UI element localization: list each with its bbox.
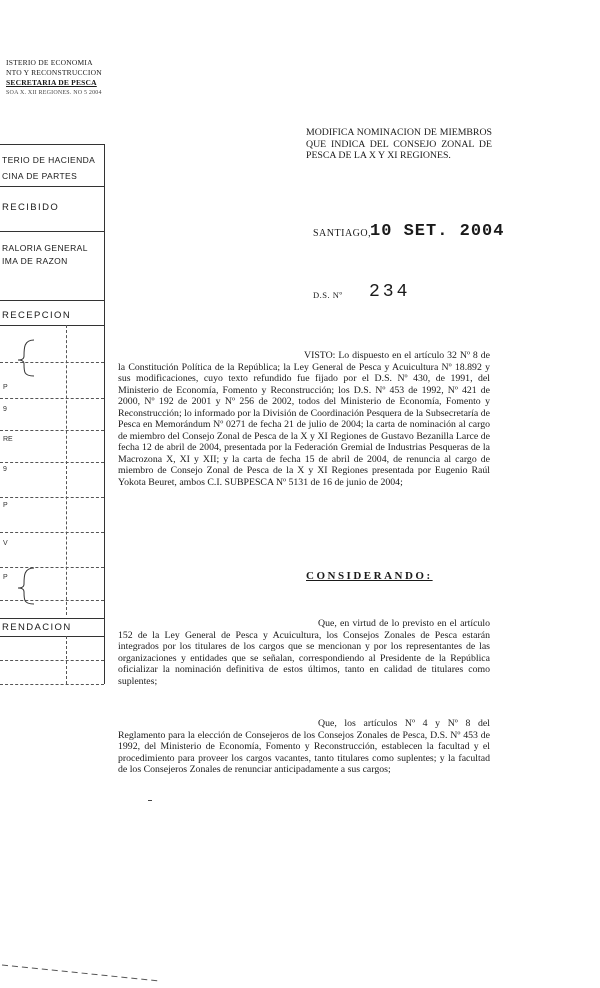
- stamp-grid-line: [0, 462, 104, 463]
- ministry-name-line1: ISTERIO DE ECONOMIA: [6, 58, 93, 67]
- stamp-divider: [0, 231, 104, 232]
- stamp-grid-line: [0, 497, 104, 498]
- considerando-paragraph-2: Que, los artículos Nº 4 y Nº 8 del Reglamento para la elección de Consejeros de los Consejos Zonales de Pesca, D.S. Nº 453 de 1992, del Ministerio de Economía, Fomento y Reconstrucción, establecen la facultad y el procedimiento para proveer los cargos vacantes, tanto titulares como suplentes; y la facultad de los Consejeros Zonales de renunciar anticipadamente a sus cargos;: [118, 718, 490, 775]
- place-label: SANTIAGO,: [313, 228, 372, 239]
- document-subject: MODIFICA NOMINACION DE MIEMBROS QUE INDICA DEL CONSEJO ZONAL DE PESCA DE LA X Y XI REGIONES.: [306, 127, 492, 161]
- stamp-divider: [0, 618, 104, 619]
- stamp-tick-mark: P: [3, 502, 8, 509]
- decree-number: 234: [369, 282, 411, 302]
- considerando-paragraph-1: Que, en virtud de lo previsto en el artículo 152 de la Ley General de Pesca y Acuicultura, los Consejos Zonales de Pesca estarán integrados por los titulares de los cargos que se mencionan y por los representantes de las organizaciones y entidades que se señalan, correspondiendo al Presidente de la República oficializar la nominación definitiva de estos últimos, tanto en calidad de titulares como suplentes;: [118, 618, 490, 687]
- scan-artifact-line: [0, 955, 170, 985]
- stamp-grid-line: [0, 532, 104, 533]
- stamp-divider: [0, 186, 104, 187]
- stamp-contraloria-line1: RALORIA GENERAL: [2, 243, 88, 253]
- stamp-bracket-mark: [16, 338, 38, 378]
- stamp-divider: [0, 636, 104, 637]
- stamp-hacienda-line2: CINA DE PARTES: [2, 171, 78, 181]
- visto-paragraph: VISTO: Lo dispuesto en el artículo 32 Nº 8 de la Constitución Política de la República; la Ley General de Pesca y Acuicultura Nº 18.892 y sus modificaciones, cuyo texto refundido fue fijado por el D.S. Nº 430, de 1991, del Ministerio de Economía, Fomento y Reconstrucción; los D.S. Nº 453 de 1992, Nº 421 de 2000, Nº 192 de 2001 y Nº 256 de 2002, todos del Ministerio de Economía, Fomento y Reconstrucción; lo informado por la División de Coordinación Pesquera de la Subsecretaría de Pesca en Memorándum Nº 0271 de fecha 21 de julio de 2004; la carta de nominación al cargo de miembro del Consejo Zonal de Pesca de la X y XI Regiones de Gustavo Bezanilla Larce de fecha 12 de abril de 2004, presentada por la Federación Gremial de Industrias Pesqueras de la Macrozona X, XI y XII; y la carta de fecha 15 de abril de 2004, de renuncia al cargo de miembro de Consejo Zonal de Pesca de la X y XI Regiones presentada por Eugenio Raúl Yokota Beuret, ambos C.I. SUBPESCA Nº 5131 de 16 de junio de 2004;: [118, 350, 490, 488]
- stamp-bracket-mark: [16, 566, 38, 606]
- stamp-divider: [0, 325, 104, 326]
- decree-number-label: D.S. Nº: [313, 290, 343, 300]
- stamp-divider: [0, 144, 104, 145]
- stamp-recibido: RECIBIDO: [2, 202, 60, 213]
- stray-mark: [148, 800, 152, 801]
- stamp-hacienda-line1: TERIO DE HACIENDA: [2, 155, 96, 165]
- stamp-contraloria-line2: IMA DE RAZON: [2, 256, 68, 266]
- stamp-tick-mark: 9: [3, 466, 7, 473]
- date-stamp: 10 SET. 2004: [370, 222, 505, 241]
- stamp-tick-mark: RE: [3, 436, 13, 443]
- subsecretaria-name: SECRETARIA DE PESCA: [6, 78, 97, 87]
- stamp-recepcion: RECEPCION: [2, 310, 72, 321]
- stamp-grid-line: [66, 636, 67, 684]
- stamp-grid-line: [0, 684, 104, 685]
- considerando-heading: CONSIDERANDO:: [306, 570, 433, 582]
- stamp-refrendacion: RENDACION: [2, 622, 72, 633]
- stamp-tick-mark: 9: [3, 406, 7, 413]
- ministry-name-line2: NTO Y RECONSTRUCCION: [6, 68, 102, 77]
- stamp-border-right: [104, 144, 105, 684]
- stamp-grid-line: [66, 325, 67, 615]
- stamp-grid-line: [0, 430, 104, 431]
- stamp-tick-mark: V: [3, 540, 8, 547]
- stamp-tick-mark: P: [3, 574, 8, 581]
- ministry-reference-line: SOA X. XII REGIONES. NO 5 2004: [6, 90, 102, 96]
- stamp-tick-mark: P: [3, 384, 8, 391]
- stamp-grid-line: [0, 398, 104, 399]
- stamp-grid-line: [0, 660, 104, 661]
- stamp-divider: [0, 300, 104, 301]
